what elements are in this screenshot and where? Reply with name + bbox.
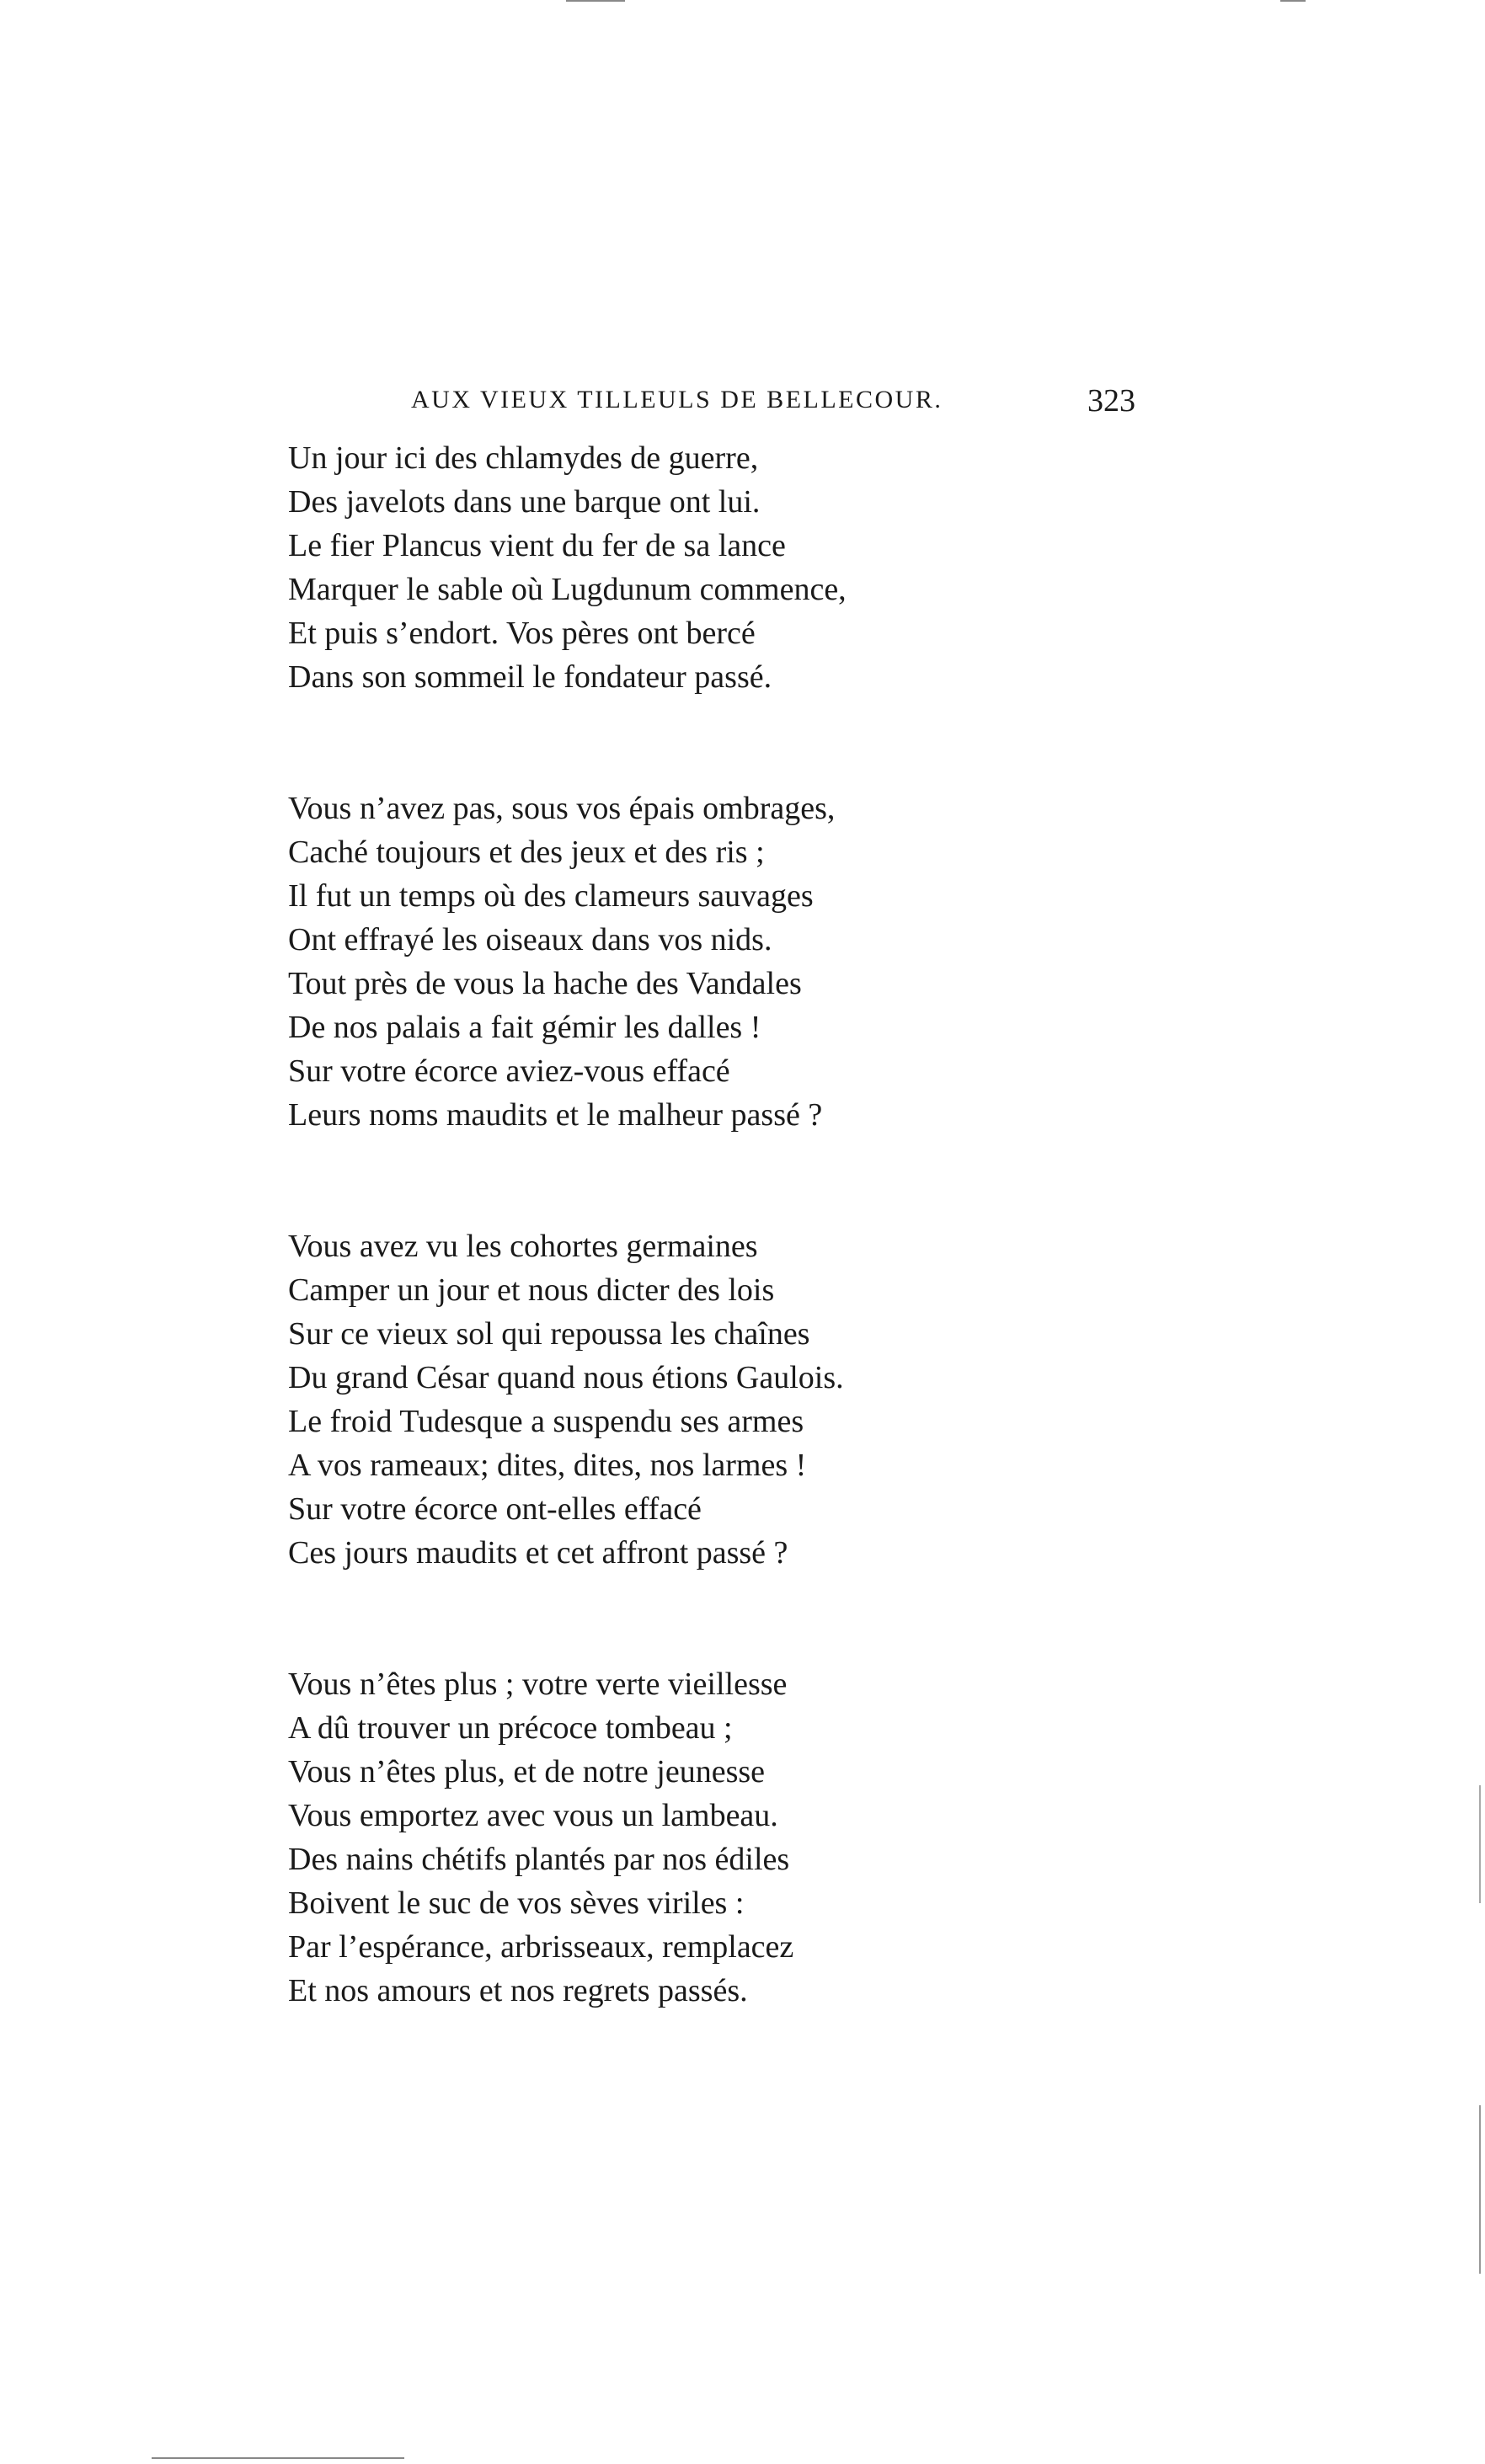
verse-line: Un jour ici des chlamydes de guerre, <box>288 440 759 476</box>
stanza-3 <box>288 1224 1046 1575</box>
scan-artifact-bottom <box>152 2457 404 2459</box>
running-title: AUX VIEUX TILLEULS DE BELLECOUR. <box>411 386 943 413</box>
verse-line: Tout près de vous la hache des Vandales <box>288 966 802 1001</box>
stanza-4 <box>288 1662 1046 2013</box>
verse-line: Du grand César quand nous étions Gaulois. <box>288 1360 844 1395</box>
stanza-2 <box>288 787 1046 1137</box>
verse-line: Vous avez vu les cohortes germaines <box>288 1229 758 1264</box>
scan-artifact-top-right <box>1280 0 1306 2</box>
verse-line: Il fut un temps où des clameurs sauvages <box>288 878 814 914</box>
scan-artifact-edge-1 <box>1479 1785 1481 1903</box>
verse-line: Vous n’avez pas, sous vos épais ombrages, <box>288 791 836 826</box>
verse-line: Leurs noms maudits et le malheur passé ? <box>288 1097 823 1133</box>
verse-line: Camper un jour et nous dicter des lois <box>288 1272 775 1308</box>
verse-line: Le fier Plancus vient du fer de sa lance <box>288 528 786 563</box>
verse-line: Sur votre écorce ont-elles effacé <box>288 1491 702 1527</box>
verse-line: Vous n’êtes plus ; votre verte vieillesse <box>288 1667 788 1702</box>
verse-line: Ont effrayé les oiseaux dans vos nids. <box>288 922 772 957</box>
verse-line: Et nos amours et nos regrets passés. <box>288 1973 748 2008</box>
verse-line: Par l’espérance, arbrisseaux, remplacez <box>288 1929 794 1965</box>
verse-line: A dû trouver un précoce tombeau ; <box>288 1710 733 1746</box>
verse-line: A vos rameaux; dites, dites, nos larmes ! <box>288 1448 807 1483</box>
verse-line: Ces jours maudits et cet affront passé ? <box>288 1535 788 1571</box>
verse-line: Caché toujours et des jeux et des ris ; <box>288 835 765 870</box>
verse-line: Des nains chétifs plantés par nos édiles <box>288 1842 790 1877</box>
page-number: 323 <box>1087 383 1135 419</box>
scan-artifact-top <box>566 0 625 2</box>
verse-line: De nos palais a fait gémir les dalles ! <box>288 1010 761 1045</box>
verse-line: Sur votre écorce aviez-vous effacé <box>288 1053 730 1089</box>
verse-line: Des javelots dans une barque ont lui. <box>288 484 761 520</box>
verse-line: Vous n’êtes plus, et de notre jeunesse <box>288 1754 766 1789</box>
page-header <box>411 383 1135 428</box>
scan-artifact-edge-2 <box>1479 2105 1481 2274</box>
stanza-1 <box>288 436 1046 699</box>
verse-line: Marquer le sable où Lugdunum commence, <box>288 572 847 607</box>
verse-line: Et puis s’endort. Vos pères ont bercé <box>288 616 756 651</box>
verse-line: Le froid Tudesque a suspendu ses armes <box>288 1404 804 1439</box>
verse-line: Boivent le suc de vos sèves viriles : <box>288 1885 745 1921</box>
verse-line: Dans son sommeil le fondateur passé. <box>288 659 772 695</box>
verse-line: Vous emportez avec vous un lambeau. <box>288 1798 778 1833</box>
verse-line: Sur ce vieux sol qui repoussa les chaînes <box>288 1316 810 1352</box>
poem <box>288 436 1046 2013</box>
